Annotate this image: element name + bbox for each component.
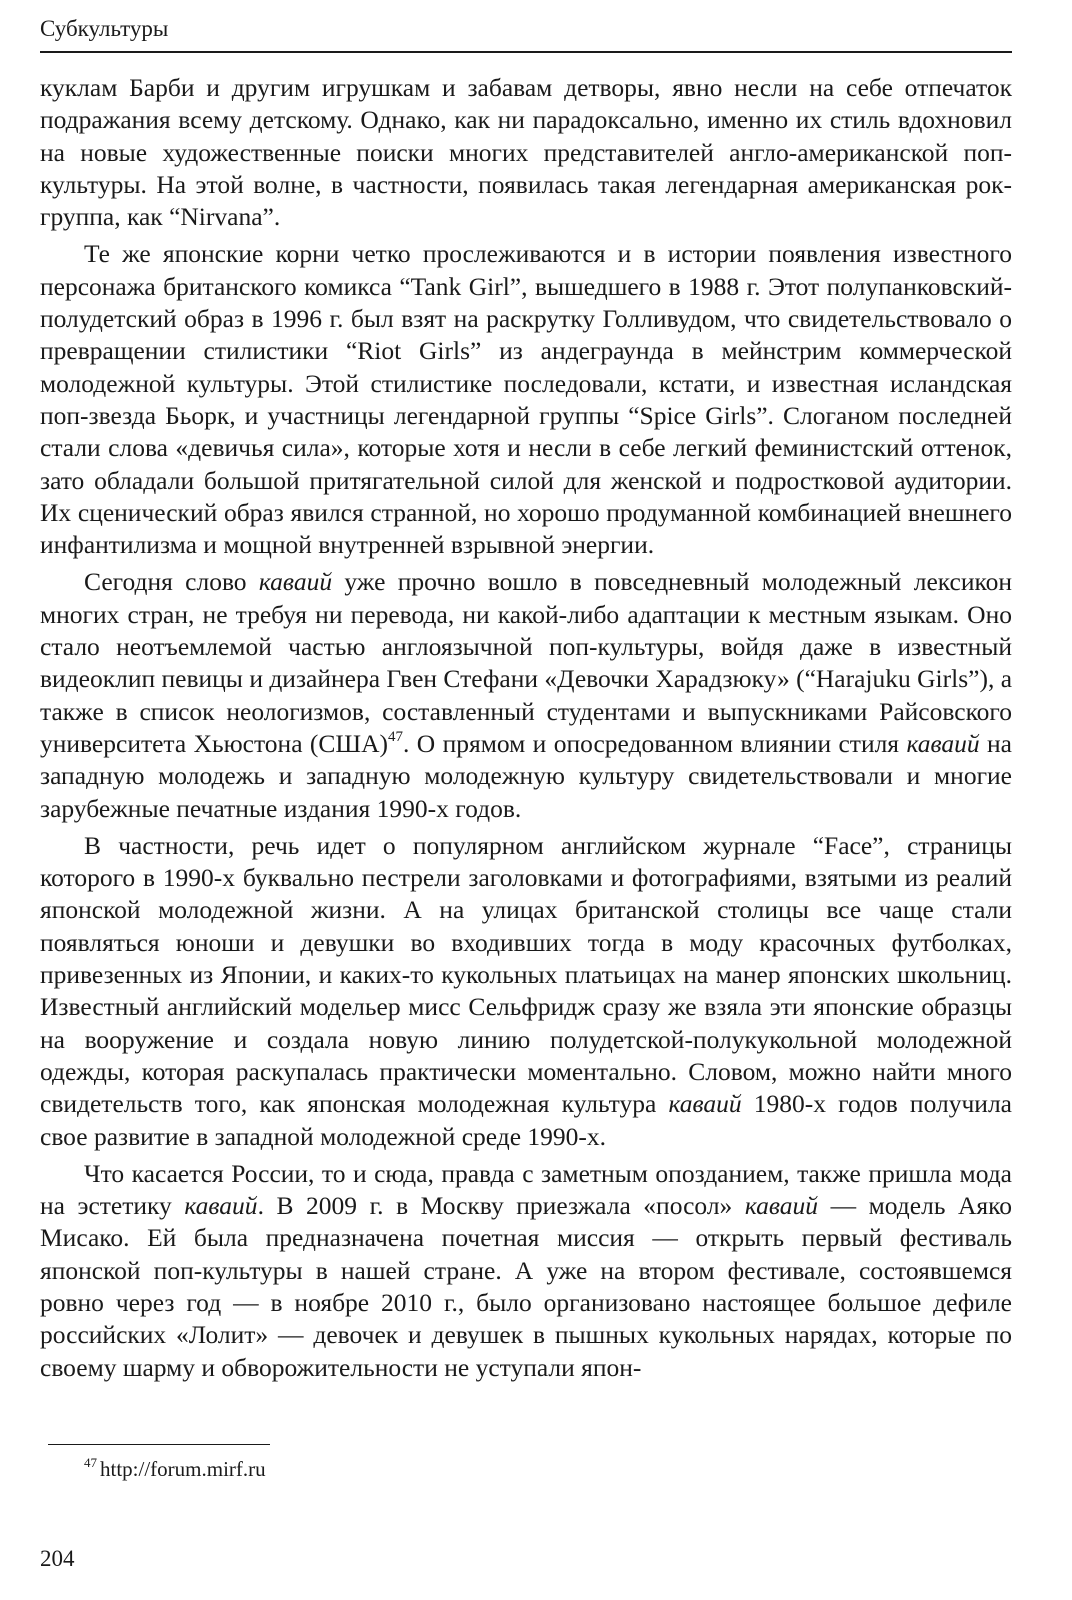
italic-term: каваий	[906, 728, 980, 758]
text-run: 1980-х годов получила свое развитие в западной молодежной среде 1990-х.	[40, 1089, 1012, 1151]
paragraph	[40, 1158, 1012, 1384]
footnote-ref[interactable]: 47	[388, 728, 404, 745]
text-run: Те же японские корни четко прослеживаются и в истории появления известного персонажа британского комикса “Tank Girl”, вышедшего в 1988 г. Этот полупанковский-полудетский образ в 1996 г. был взят на раскрутку Голливудом, что свидетельствовало о превращении стилистики “Riot Girls” из андеграунда в мейнстрим коммерческой молодежной культуры. Этой стилистике последовали, кстати, и известная исландская поп-звезда Бьорк, и участницы легендарной группы “Spice Girls”. Слоганом последней стали слова «девичья сила», которые хотя и несли в себе легкий феминистский оттенок, зато обладали большой притягательной силой для женской и подростковой аудитории. Их сценический образ явился странной, но хорошо продуманной комбинацией внешнего инфантилизма и мощной внутренней взрывной энергии.	[40, 239, 1012, 560]
text-run: В частности, речь идет о популярном английском журнале “Face”, страницы которого в 1990-х буквально пестрели заголовками и фотографиями, взятыми из реалий японской молодежной жизни. А на улицах британской столицы все чаще стали появляться юноши и девушки во входивших тогда в моду красочных футболках, привезенных из Японии, и каких-то кукольных платьицах на манер японских школьниц. Известный английский модельер мисс Сельфридж сразу же взяла эти японские образцы на вооружение и создала новую линию полудетской-полукукольной молодежной одежды, которая раскупалась практически моментально. Словом, можно найти много свидетельств того, как японская молодежная культура	[40, 830, 1012, 1119]
paragraph	[40, 72, 1012, 233]
footnote-link[interactable]: http://forum.mirf.ru	[100, 1457, 266, 1481]
italic-term: каваий	[184, 1191, 258, 1221]
paragraph	[40, 238, 1012, 561]
italic-term: каваий	[258, 567, 333, 597]
paragraph	[40, 566, 1012, 824]
text-run: уже прочно вошло в повседневный молодежный лексикон многих стран, не требуя ни перевода, ни какой-либо адаптации к местным языкам. Оно стало неотъемлемой частью англоязычной поп-культуры, войдя даже в известный видеоклип певицы и дизайнера Гвен Стефани «Девочки Харадзюку» (“Harajuku Girls”), а также в список неологизмов, составленный студентами и выпускниками Райсовского университета Хьюстона (США)	[40, 567, 1013, 758]
italic-term: каваий	[744, 1191, 819, 1221]
footnote-rule	[48, 1444, 270, 1445]
text-run: . О прямом и опосредованном влиянии стиля	[403, 728, 907, 758]
text-run: Сегодня слово	[84, 567, 259, 597]
footnote	[84, 1455, 266, 1483]
text-run: куклам Барби и другим игрушкам и забавам детворы, явно несли на себе отпечаток подражания всему детскому. Однако, как ни парадоксально, именно их стиль вдохновил на новые художественные поиски многих представителей англо-американской поп-культуры. На этой волне, в частности, появилась такая легендарная американская рок-группа, как “Nirvana”.	[40, 73, 1012, 232]
text-run: на западную молодежь и западную молодежную культуру свидетельствовали и многие зарубежные печатные издания 1990-х годов.	[40, 728, 1012, 823]
page-number: 204	[40, 1546, 75, 1571]
running-header: Субкультуры	[40, 16, 169, 41]
paragraph	[40, 830, 1012, 1153]
text-run: — модель Аяко Мисако. Ей была предназначена почетная миссия — открыть первый фестиваль японской поп-культуры в нашей стране. А уже на втором фестивале, состоявшемся ровно через год — в ноябре 2010 г., было организовано настоящее большое дефиле российских «Лолит» — девочек и девушек в пышных кукольных нарядах, которые по своему шарму и обворожительности не уступали япон-	[40, 1191, 1012, 1382]
body-text	[40, 72, 1012, 1384]
header-rule	[40, 51, 1012, 53]
text-run: Что касается России, то и сюда, правда с заметным опозданием, также пришла мода на эстетику	[40, 1158, 1012, 1221]
italic-term: каваий	[668, 1089, 742, 1119]
text-run: . В 2009 г. в Москву приезжала «посол»	[257, 1191, 745, 1221]
book-page	[40, 0, 1012, 1600]
footnote-number: 47	[84, 1455, 97, 1470]
